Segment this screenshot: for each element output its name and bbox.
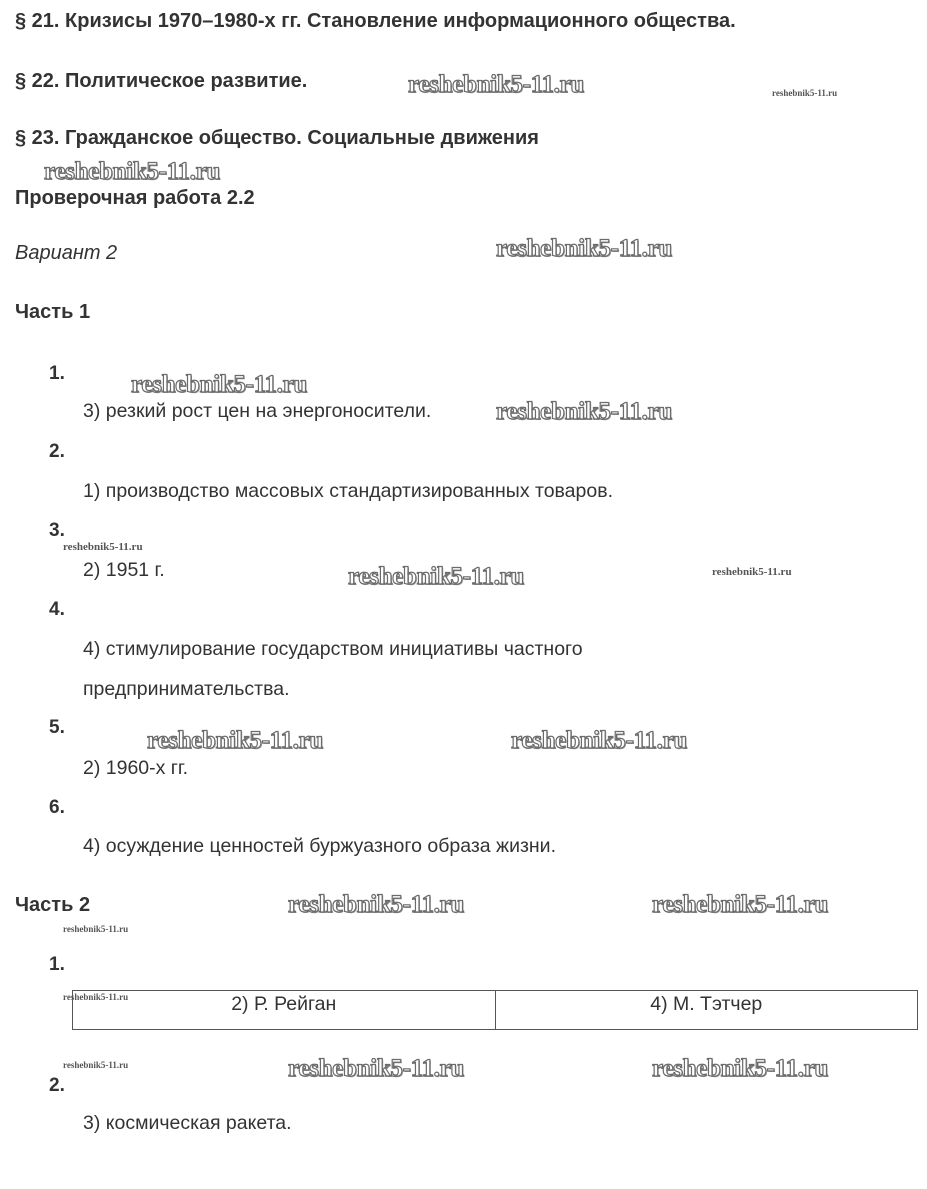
watermark: reshebnik5-11.ru [348, 563, 525, 590]
watermark: reshebnik5-11.ru [496, 398, 673, 425]
watermark: reshebnik5-11.ru [511, 727, 688, 754]
part2-q1-answer-table [72, 990, 918, 1030]
part1-q4-answer-line1: 4) стимулирование государством инициативы частного [83, 638, 583, 660]
part1-q4-answer-line2: предпринимательства. [83, 678, 290, 700]
table-row [73, 991, 918, 1030]
heading-test: Проверочная работа 2.2 [15, 187, 255, 209]
part1-q3-number: 3. [49, 520, 65, 541]
part2-q2-answer: 3) космическая ракета. [83, 1112, 292, 1134]
watermark: reshebnik5-11.ru [772, 88, 838, 98]
watermark: reshebnik5-11.ru [63, 541, 143, 553]
part1-title: Часть 1 [15, 301, 91, 323]
watermark: reshebnik5-11.ru [63, 1060, 129, 1070]
part1-q6-number: 6. [49, 797, 65, 818]
part1-q3-answer: 2) 1951 г. [83, 559, 165, 581]
part1-q1-number: 1. [49, 363, 65, 384]
part1-q5-answer: 2) 1960-х гг. [83, 757, 189, 779]
watermark: reshebnik5-11.ru [496, 235, 673, 262]
part2-q2-number: 2. [49, 1075, 65, 1096]
part1-q4-number: 4. [49, 599, 65, 620]
part1-q6-answer: 4) осуждение ценностей буржуазного образа жизни. [83, 835, 556, 857]
watermark: reshebnik5-11.ru [712, 566, 792, 578]
watermark: reshebnik5-11.ru [63, 924, 129, 934]
watermark: reshebnik5-11.ru [408, 71, 585, 98]
watermark: reshebnik5-11.ru [147, 727, 324, 754]
variant-label: Вариант 2 [15, 242, 118, 264]
watermark: reshebnik5-11.ru [652, 891, 829, 918]
part1-q5-number: 5. [49, 717, 65, 738]
watermark: reshebnik5-11.ru [288, 1055, 465, 1082]
part1-q2-number: 2. [49, 441, 65, 462]
part2-title: Часть 2 [15, 894, 91, 916]
watermark: reshebnik5-11.ru [63, 992, 129, 1002]
heading-section-23: § 23. Гражданское общество. Социальные движения [15, 127, 539, 149]
table-cell-1: 2) Р. Рейган [73, 991, 496, 1030]
heading-section-21: § 21. Кризисы 1970–1980-х гг. Становление информационного общества. [15, 10, 736, 32]
watermark: reshebnik5-11.ru [131, 371, 308, 398]
table-cell-2: 4) М. Тэтчер [495, 991, 918, 1030]
part1-q1-answer: 3) резкий рост цен на энергоносители. [83, 400, 432, 422]
watermark: reshebnik5-11.ru [44, 158, 221, 185]
watermark: reshebnik5-11.ru [288, 891, 465, 918]
part2-q1-number: 1. [49, 954, 65, 975]
heading-section-22: § 22. Политическое развитие. [15, 70, 308, 92]
part1-q2-answer: 1) производство массовых стандартизированных товаров. [83, 480, 613, 502]
watermark: reshebnik5-11.ru [652, 1055, 829, 1082]
